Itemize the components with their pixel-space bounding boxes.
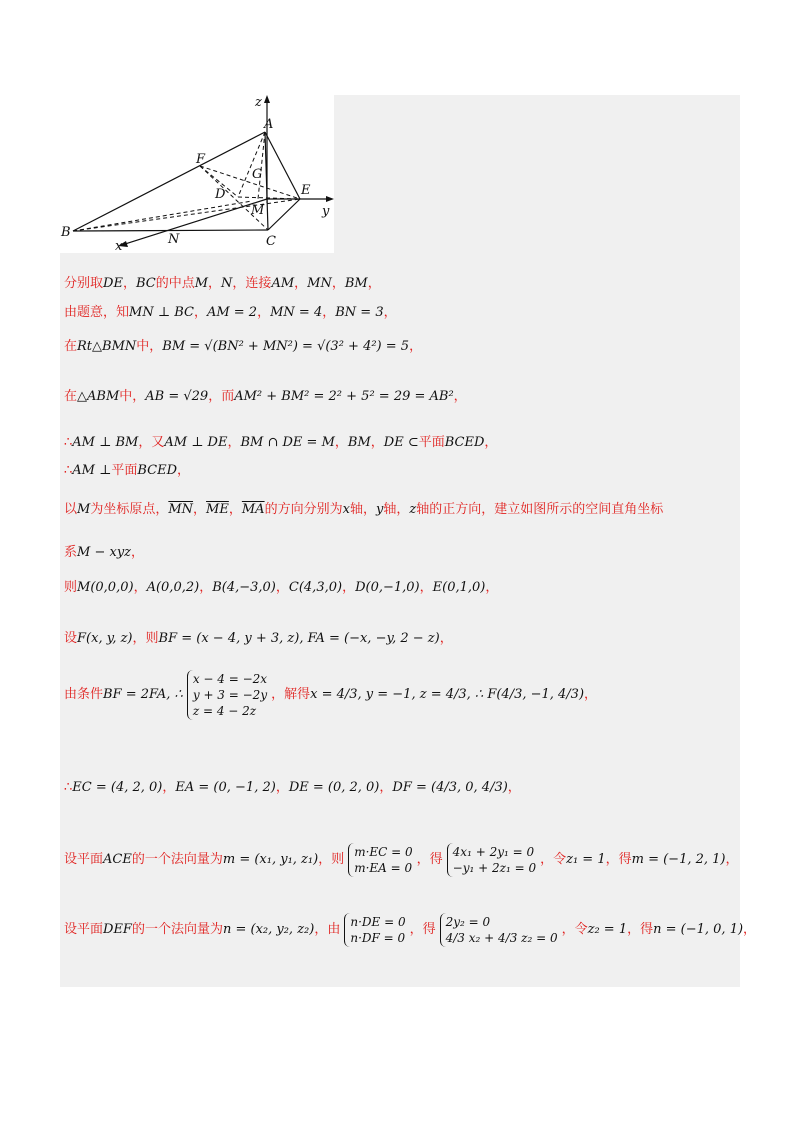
text: 由条件 <box>64 687 104 702</box>
math: C(4,3,0) <box>288 580 343 595</box>
text: ，而 <box>208 389 235 404</box>
text: ， <box>122 276 136 291</box>
math: MN = 4 <box>270 305 323 320</box>
math: DF = (4/3, 0, 4/3) <box>392 780 508 795</box>
text: 平面 <box>418 435 445 450</box>
label-B: B <box>61 225 71 240</box>
math: AM <box>271 276 295 291</box>
math: BM <box>347 435 371 450</box>
math: DE = (0, 2, 0) <box>288 780 380 795</box>
text: 的一个法向量为 <box>131 852 223 867</box>
text: ， <box>177 463 191 478</box>
text: ，则 <box>132 631 159 646</box>
math: BC <box>135 276 156 291</box>
math: ACE <box>103 852 132 867</box>
equation: z = 4 − 2z <box>192 704 257 718</box>
math: F(4/3, −1, 4/3) <box>487 687 585 702</box>
line-14 <box>64 913 756 947</box>
text: 轴， <box>349 502 376 517</box>
math: n = (−1, 0, 1) <box>653 922 744 937</box>
math: M <box>194 276 209 291</box>
equation: m·EC = 0 <box>354 845 413 859</box>
text: ， <box>409 339 423 354</box>
label-C: C <box>266 234 276 249</box>
label-y: y <box>322 204 330 219</box>
geometry-figure <box>60 95 334 253</box>
math: N <box>221 276 233 291</box>
math: AB = √29 <box>145 389 209 404</box>
text: ， <box>584 687 598 702</box>
line-1 <box>64 276 381 292</box>
math: BM ∩ DE = M <box>240 435 335 450</box>
label-N: N <box>168 232 180 247</box>
math: z <box>409 502 417 517</box>
math: BN = 3 <box>335 305 384 320</box>
math: z₁ = 1 <box>566 852 606 867</box>
text: ， <box>294 276 308 291</box>
equation: −y₁ + 2z₁ = 0 <box>452 861 537 875</box>
label-x: x <box>115 239 123 253</box>
equation-system <box>348 843 412 877</box>
text: ∴ <box>64 435 73 450</box>
text: ，令 <box>561 922 588 937</box>
math: BCED <box>137 463 178 478</box>
text: ∴ <box>64 780 73 795</box>
text: ， <box>419 580 433 595</box>
text: ， <box>485 580 499 595</box>
text: 设平面 <box>64 922 104 937</box>
text: 的一个法向量为 <box>131 922 223 937</box>
text: ， <box>379 780 393 795</box>
text: ，解得 <box>271 687 311 702</box>
text: 系 <box>64 545 78 560</box>
math: BM <box>344 276 368 291</box>
text: ， <box>133 580 147 595</box>
text: ， <box>342 580 356 595</box>
z-axis-arrow <box>264 95 270 103</box>
line-7 <box>64 501 663 518</box>
math: z₂ = 1 <box>587 922 628 937</box>
math: m = (x₁, y₁, z₁) <box>222 852 319 867</box>
math: A(0,0,2) <box>146 580 200 595</box>
text: ， <box>725 852 739 867</box>
equation: 2y₂ = 0 <box>445 915 491 929</box>
text: ， <box>257 305 271 320</box>
text: ， <box>193 305 207 320</box>
equation: 4x₁ + 2y₁ = 0 <box>452 845 535 859</box>
line-12 <box>64 780 521 796</box>
math: F(x, y, z) <box>77 631 133 646</box>
label-A: A <box>264 117 274 132</box>
text: ， <box>322 305 336 320</box>
math: x <box>342 502 350 517</box>
edge-AD <box>238 132 265 197</box>
edge-AM <box>258 132 265 199</box>
label-D: D <box>215 187 226 202</box>
math: MN <box>307 276 332 291</box>
math: M − xyz <box>77 545 132 560</box>
text: ， <box>484 435 498 450</box>
line-5 <box>64 435 497 451</box>
text: ， <box>507 780 521 795</box>
math: EC = (4, 2, 0) <box>72 780 163 795</box>
line-6 <box>64 463 190 479</box>
edge-BE <box>73 199 300 231</box>
edge-BC <box>73 230 268 231</box>
line-10 <box>64 631 453 647</box>
text: ， <box>331 276 345 291</box>
text: ∴ <box>64 463 73 478</box>
equation: y + 3 = −2y <box>192 688 268 702</box>
line-8 <box>64 545 144 561</box>
text: ， <box>367 276 381 291</box>
text: 的中点 <box>155 276 195 291</box>
y-axis-arrow <box>326 196 334 202</box>
text: 由题意，知 <box>64 305 130 320</box>
line-4 <box>64 389 467 405</box>
equation: m·EA = 0 <box>354 861 413 875</box>
math: n = (x₂, y₂, z₂) <box>222 922 315 937</box>
line-11 <box>64 670 597 720</box>
text: ，令 <box>540 852 567 867</box>
label-M: M <box>251 203 265 218</box>
edge-BD <box>73 201 252 231</box>
label-G: G <box>252 167 263 182</box>
math: EA = (0, −1, 2) <box>175 780 276 795</box>
math: MN ⊥ BC <box>129 305 194 320</box>
text: ， <box>199 580 213 595</box>
text: ，得 <box>409 922 436 937</box>
equation-system <box>344 913 405 947</box>
text: ， <box>162 780 176 795</box>
text: ， <box>131 545 145 560</box>
line-13 <box>64 843 739 877</box>
text: ，又 <box>138 435 165 450</box>
equation: 4/3 x₂ + 4/3 z₂ = 0 <box>445 931 558 945</box>
text: ， <box>228 502 242 517</box>
text: 平面 <box>111 463 138 478</box>
math-vector: $\overline{MA}$ <box>241 502 265 517</box>
equation: n·DF = 0 <box>350 931 406 945</box>
text: ，则 <box>318 852 345 867</box>
math: AM ⊥ DE <box>164 435 228 450</box>
math: M <box>77 502 91 517</box>
math: B(4,−3,0) <box>212 580 276 595</box>
text: 轴的正方向，建立如图所示的空间直角坐标 <box>416 502 664 517</box>
text: ，由 <box>314 922 341 937</box>
text: ， <box>208 276 222 291</box>
x-axis <box>122 199 267 245</box>
line-2 <box>64 305 397 321</box>
math: AM² + BM² = 2² + 5² = 29 = AB² <box>234 389 454 404</box>
text: ，得 <box>416 852 443 867</box>
text: 在 <box>64 389 78 404</box>
text: ， <box>275 780 289 795</box>
math: x = 4/3, y = −1, z = 4/3, ∴ <box>310 687 484 702</box>
pyramid-diagram <box>60 95 334 253</box>
text: 中， <box>119 389 146 404</box>
text: 设 <box>64 631 78 646</box>
text: ， <box>370 435 384 450</box>
math: AM ⊥ BM <box>72 435 139 450</box>
math: DE ⊂ <box>383 435 419 450</box>
math: △ABM <box>77 389 120 404</box>
text: ， <box>227 435 241 450</box>
equation-system <box>440 913 558 947</box>
math: E(0,1,0) <box>432 580 486 595</box>
math: D(0,−1,0) <box>355 580 420 595</box>
math: Rt△BMN <box>77 339 137 354</box>
text: ， <box>193 502 207 517</box>
line-3 <box>64 339 422 355</box>
text: ， <box>275 580 289 595</box>
label-E: E <box>301 183 311 198</box>
text: ， <box>743 922 757 937</box>
text: ， <box>453 389 467 404</box>
text: 以 <box>64 502 78 517</box>
text: 轴， <box>383 502 410 517</box>
math: y <box>375 502 384 517</box>
math: M(0,0,0) <box>77 580 134 595</box>
label-z: z <box>255 95 262 110</box>
equation-system <box>447 843 536 877</box>
text: 的方向分别为 <box>264 502 343 517</box>
math: BF = 2FA, ∴ <box>103 687 183 702</box>
edge-BA <box>73 132 265 231</box>
math: AM ⊥ <box>72 463 112 478</box>
text: 设平面 <box>64 852 104 867</box>
text: ， <box>334 435 348 450</box>
math: DE <box>103 276 123 291</box>
text: ，连接 <box>232 276 272 291</box>
math: BF = (x − 4, y + 3, z), FA = (−x, −y, 2 − z) <box>158 631 440 646</box>
math-vector: $\overline{MN}$ <box>168 502 194 517</box>
text: 中， <box>136 339 163 354</box>
equation: n·DE = 0 <box>350 915 406 929</box>
label-F: F <box>196 152 206 167</box>
text: 在 <box>64 339 78 354</box>
text: ，得 <box>605 852 632 867</box>
text: 为坐标原点， <box>90 502 169 517</box>
math: m = (−1, 2, 1) <box>631 852 726 867</box>
edge-CE <box>268 199 300 230</box>
math-vector: $\overline{ME}$ <box>206 502 229 517</box>
line-9 <box>64 580 498 596</box>
equation-system <box>187 670 267 720</box>
text: ， <box>383 305 397 320</box>
text: ，得 <box>627 922 654 937</box>
text: ， <box>439 631 453 646</box>
text: 分别取 <box>64 276 104 291</box>
equation: x − 4 = −2x <box>192 672 268 686</box>
math: BM = √(BN² + MN²) = √(3² + 4²) = 5 <box>162 339 410 354</box>
text: 则 <box>64 580 78 595</box>
math: DEF <box>103 922 132 937</box>
math: BCED <box>444 435 485 450</box>
math: AM = 2 <box>206 305 258 320</box>
